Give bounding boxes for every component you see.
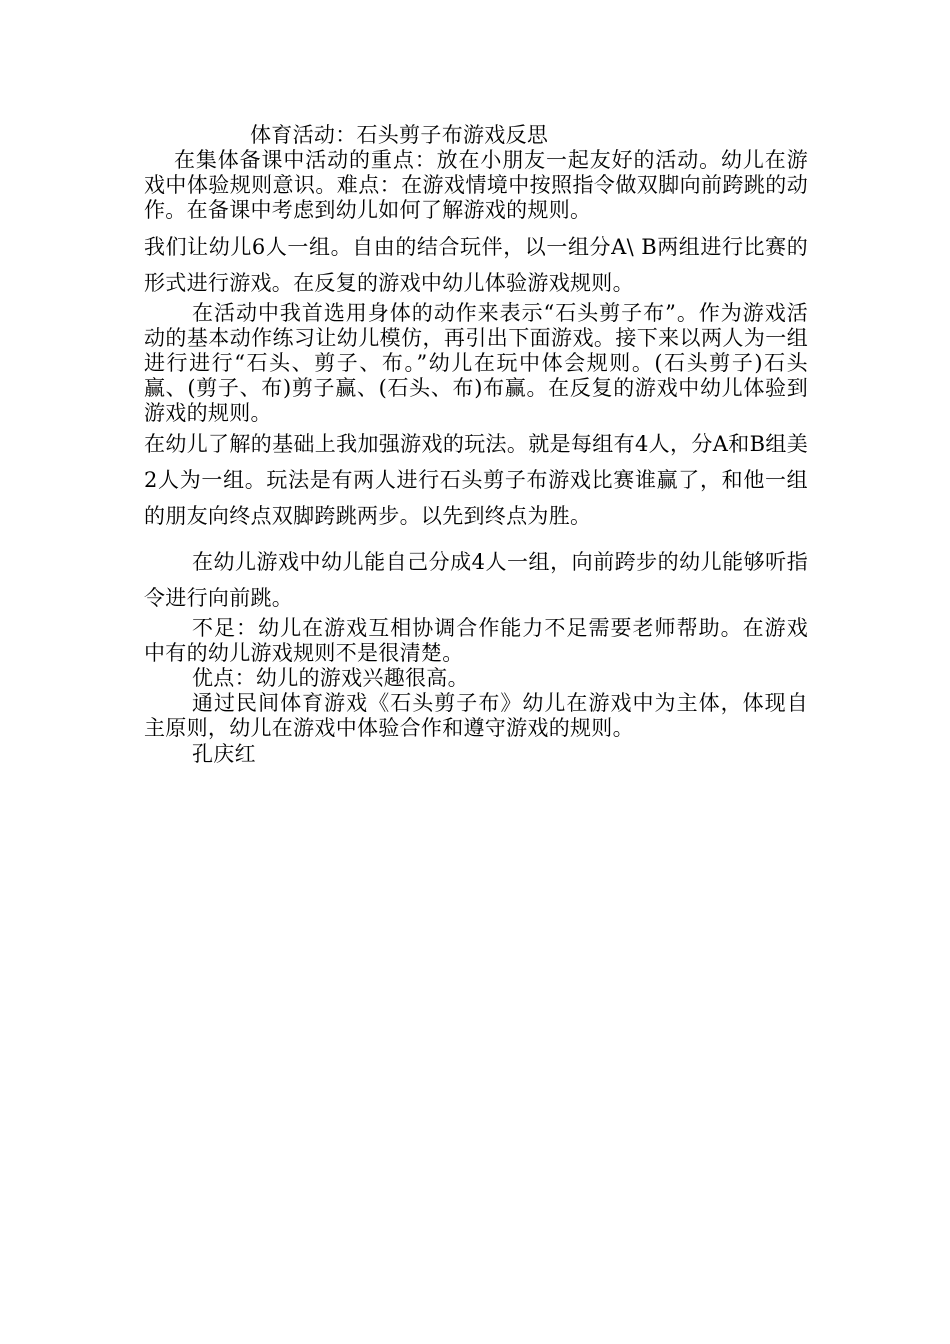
- document-title: 体育活动：石头剪子布游戏反思: [250, 123, 549, 147]
- paragraph-game-rules: 在幼儿了解的基础上我加强游戏的玩法。就是每组有4人，分A和B组美2人为一组。玩法是有两人进行石头剪子布游戏比赛谁赢了，和他一组的朋友向终点双脚跨跳两步。以先到终点为胜。: [144, 432, 808, 528]
- paragraph-conclusion: 通过民间体育游戏《石头剪子布》幼儿在游戏中为主体，体现自主原则，幼儿在游戏中体验合作和遵守游戏的规则。: [144, 691, 808, 740]
- paragraph-shortcomings: 不足：幼儿在游戏互相协调合作能力不足需要老师帮助。在游戏中有的幼儿游戏规则不是很清楚。: [144, 616, 808, 665]
- document-body: [144, 122, 808, 767]
- author-signature: 孔庆红: [192, 742, 256, 766]
- paragraph-lesson-focus: 在集体备课中活动的重点：放在小朋友一起友好的活动。幼儿在游戏中体验规则意识。难点：在游戏情境中按照指令做双脚向前跨跳的动作。在备课中考虑到幼儿如何了解游戏的规则。: [144, 148, 808, 222]
- paragraph-observation: 在幼儿游戏中幼儿能自己分成4人一组，向前跨步的幼儿能够听指令进行向前跳。: [144, 550, 808, 610]
- paragraph-body-movement: 在活动中我首选用身体的动作来表示“石头剪子布”。作为游戏活动的基本动作练习让幼儿模仿，再引出下面游戏。接下来以两人为一组进行进行“石头、剪子、布。”幼儿在玩中体会规则。(石头剪子)石头赢、(剪子、布)剪子赢、(石头、布)布赢。在反复的游戏中幼儿体验到游戏的规则。: [144, 301, 808, 425]
- paragraph-strengths: 优点：幼儿的游戏兴趣很高。: [192, 666, 469, 690]
- paragraph-grouping: 我们让幼儿6人一组。自由的结合玩伴，以一组分A\ B两组进行比赛的形式进行游戏。在反复的游戏中幼儿体验游戏规则。: [144, 235, 808, 295]
